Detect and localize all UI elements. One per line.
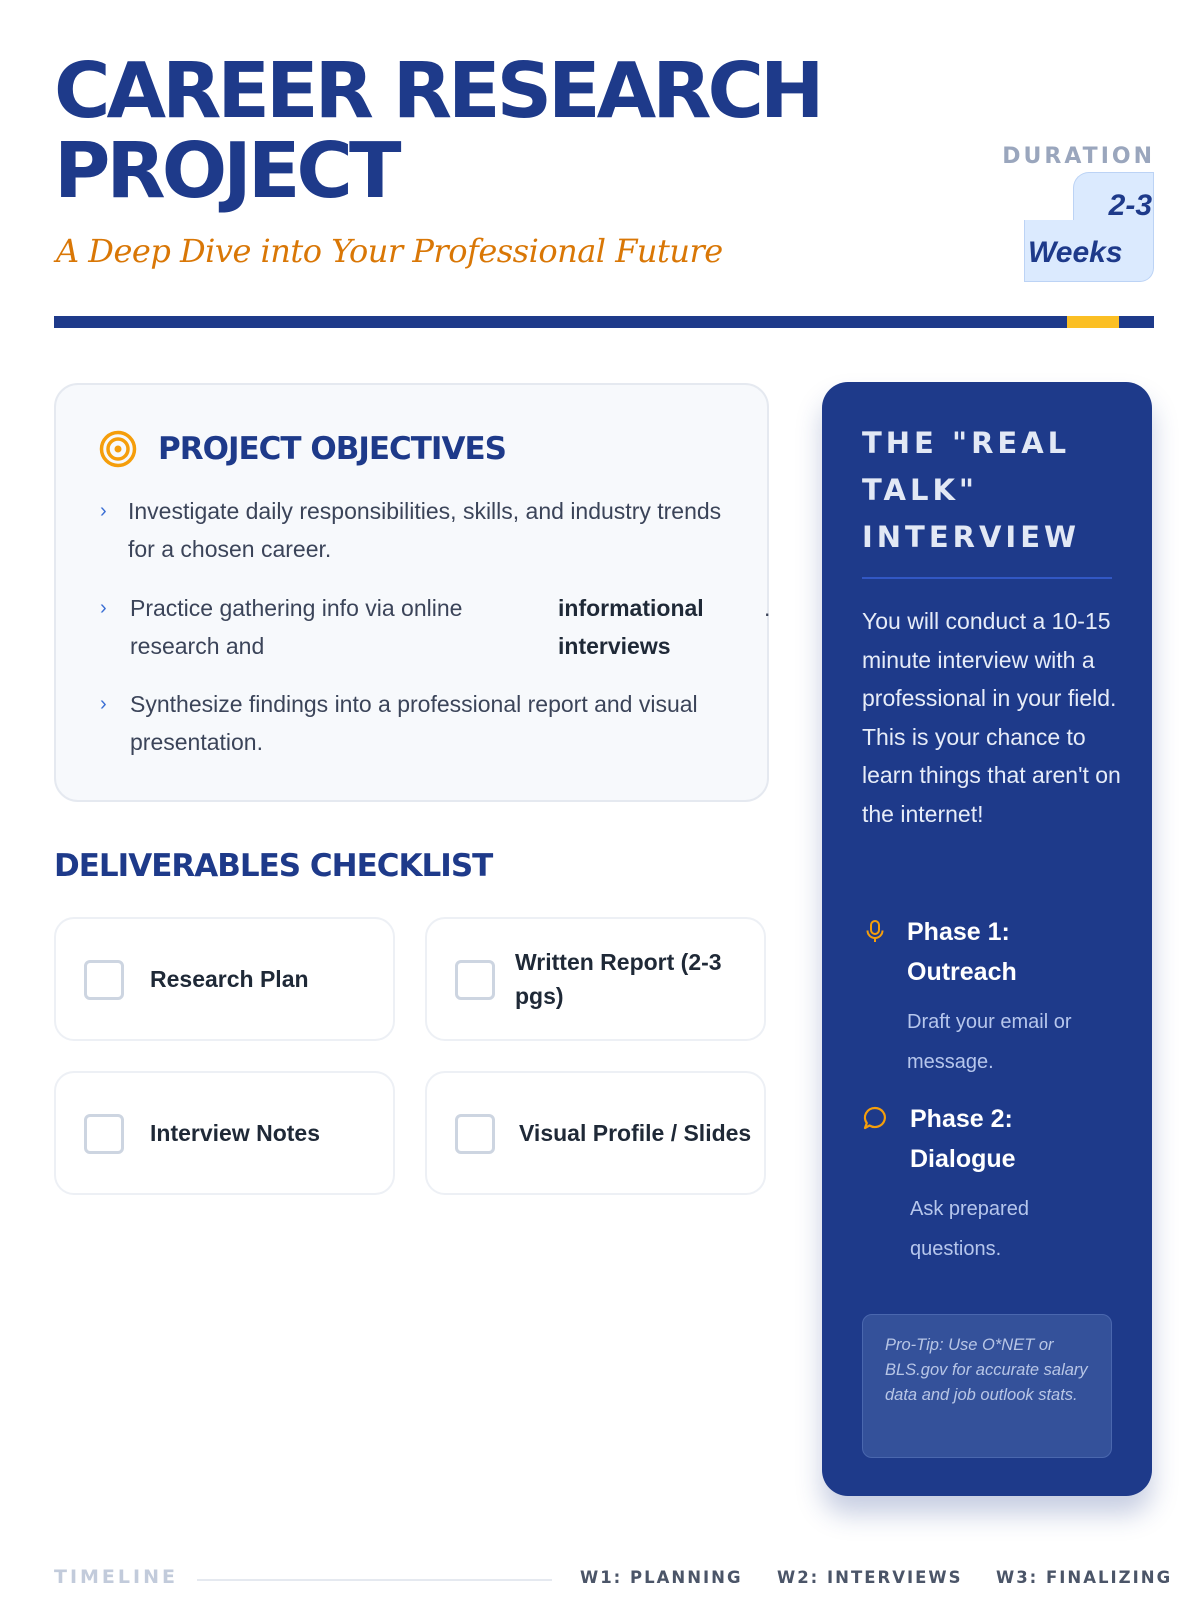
deliverable-label: Visual Profile / Slides bbox=[519, 1120, 752, 1146]
objective-text: Synthesize findings into a professional report and visual presentation. bbox=[130, 691, 698, 755]
header-divider bbox=[54, 316, 1154, 328]
duration-value-bottom: Weeks bbox=[1028, 236, 1123, 269]
phase-description: Ask prepared questions. bbox=[910, 1198, 1029, 1260]
chevron-right-icon: › bbox=[100, 693, 107, 715]
deliverable-interview-notes[interactable] bbox=[54, 1071, 395, 1195]
page-subtitle: A Deep Dive into Your Professional Future bbox=[56, 232, 723, 270]
timeline-step-planning: W1: PLANNING bbox=[580, 1568, 743, 1587]
checkbox[interactable] bbox=[84, 1114, 124, 1154]
microphone-icon bbox=[862, 918, 888, 944]
deliverable-written-report[interactable] bbox=[425, 917, 766, 1041]
deliverable-label: Research Plan bbox=[150, 966, 309, 992]
deliverable-label: Interview Notes bbox=[150, 1120, 320, 1146]
chevron-right-icon: › bbox=[100, 597, 107, 619]
deliverable-label: Written Report (2-3 pgs) bbox=[515, 949, 722, 1009]
timeline-label: TIMELINE bbox=[54, 1566, 178, 1588]
objective-text: Practice gathering info via online research and bbox=[130, 595, 463, 659]
panel-divider bbox=[862, 577, 1112, 579]
deliverables-heading: DELIVERABLES CHECKLIST bbox=[54, 848, 493, 884]
checkbox[interactable] bbox=[455, 1114, 495, 1154]
objectives-heading: PROJECT OBJECTIVES bbox=[158, 431, 506, 467]
checkbox[interactable] bbox=[455, 960, 495, 1000]
objective-text: Investigate daily responsibilities, skills, and industry trends for a chosen career. bbox=[128, 498, 722, 562]
duration-value bbox=[1022, 182, 1152, 276]
deliverable-visual-profile[interactable] bbox=[425, 1071, 766, 1195]
timeline-step-finalizing: W3: FINALIZING bbox=[996, 1568, 1173, 1587]
target-icon bbox=[98, 429, 138, 469]
header-divider-accent bbox=[1067, 316, 1119, 328]
phase-title: Phase 2: Dialogue bbox=[910, 1105, 1016, 1173]
interview-panel bbox=[822, 382, 1152, 1496]
timeline-line bbox=[197, 1579, 552, 1581]
objective-emphasis: informational interviews bbox=[558, 595, 704, 659]
deliverable-research-plan[interactable] bbox=[54, 917, 395, 1041]
duration-label: DURATION bbox=[1002, 144, 1155, 169]
panel-body: You will conduct a 10-15 minute interview with a professional in your field. This is your chance to learn things that aren't on the internet! bbox=[862, 608, 1121, 827]
objective-text-end: . bbox=[764, 595, 771, 621]
checkbox[interactable] bbox=[84, 960, 124, 1000]
page-title: CAREER RESEARCH PROJECT bbox=[54, 47, 821, 216]
pro-tip: Pro-Tip: Use O*NET or BLS.gov for accurate salary data and job outlook stats. bbox=[862, 1314, 1112, 1458]
chevron-right-icon: › bbox=[100, 500, 107, 522]
objectives-card bbox=[54, 383, 769, 802]
duration-value-top: 2-3 bbox=[1108, 189, 1152, 222]
timeline-step-interviews: W2: INTERVIEWS bbox=[777, 1568, 963, 1587]
panel-title: THE "REAL TALK" INTERVIEW bbox=[862, 426, 1081, 554]
phase-description: Draft your email or message. bbox=[907, 1011, 1072, 1073]
chat-bubble-icon bbox=[862, 1105, 888, 1131]
duration-badge bbox=[1024, 172, 1154, 282]
phase-title: Phase 1: Outreach bbox=[907, 918, 1017, 986]
